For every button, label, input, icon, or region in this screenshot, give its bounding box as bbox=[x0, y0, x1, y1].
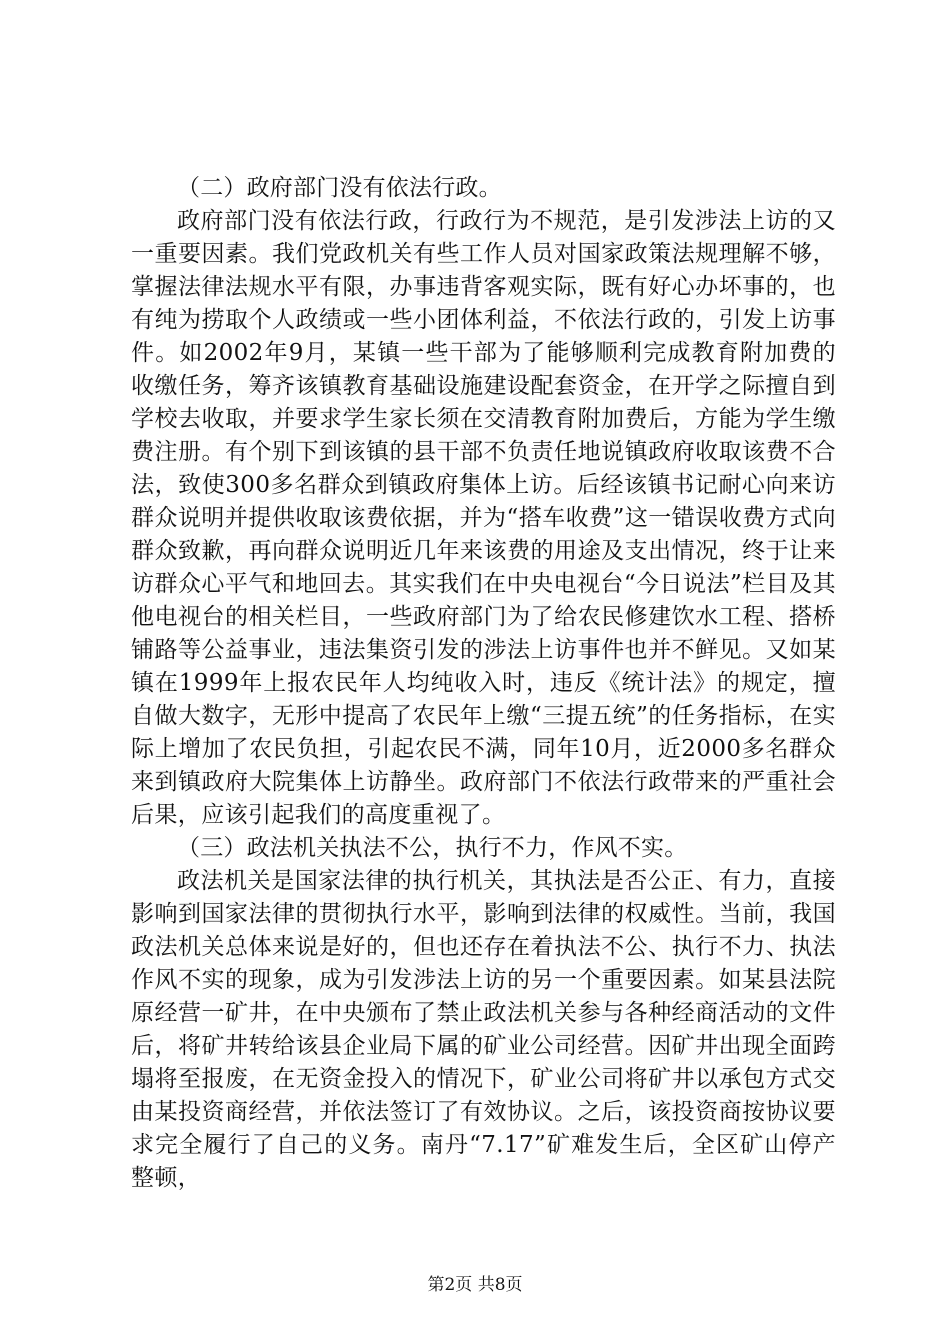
page-footer: 第2页 共8页 bbox=[427, 1275, 523, 1295]
section-heading-3: （三）政法机关执法不公，执行不力，作风不实。 bbox=[177, 835, 688, 861]
section-heading-2: （二）政府部门没有依法行政。 bbox=[177, 175, 502, 201]
body-text bbox=[131, 172, 836, 1195]
paragraph: 政法机关是国家法律的执行机关，其执法是否公正、有力，直接影响到国家法律的贯彻执行水平，影响到法律的权威性。当前，我国政法机关总体来说是好的，但也还存在着执法不公、执行不力、执法作风不实的现象，成为引发涉法上访的另一个重要因素。如某县法院原经营一矿井，在中央颁布了禁止政法机关参与各种经商活动的文件后，将矿井转给该县企业局下属的矿业公司经营。因矿井出现全面跨塌将至报废，在无资金投入的情况下，矿业公司将矿井以承包方式交由某投资商经营，并依法签订了有效协议。之后，该投资商按协议要求完全履行了自己的义务。南丹“7.17”矿难发生后，全区矿山停产整顿， bbox=[131, 868, 836, 1191]
paragraph: 政府部门没有依法行政，行政行为不规范，是引发涉法上访的又一重要因素。我们党政机关有些工作人员对国家政策法规理解不够，掌握法律法规水平有限，办事违背客观实际，既有好心办坏事的，也有纯为捞取个人政绩或一些小团体利益，不依法行政的，引发上访事件。如2002年9月，某镇一些干部为了能够顺利完成教育附加费的收缴任务，筹齐该镇教育基础设施建设配套资金，在开学之际擅自到学校去收取，并要求学生家长须在交清教育附加费后，方能为学生缴费注册。有个别下到该镇的县干部不负责任地说镇政府收取该费不合法，致使300多名群众到镇政府集体上访。后经该镇书记耐心向来访群众说明并提供收取该费依据，并为“搭车收费”这一错误收费方式向群众致歉，再向群众说明近几年来该费的用途及支出情况，终于让来访群众心平气和地回去。其实我们在中央电视台“今日说法”栏目及其他电视台的相关栏目，一些政府部门为了给农民修建饮水工程、搭桥铺路等公益事业，违法集资引发的涉法上访事件也并不鲜见。又如某镇在1999年上报农民年人均纯收入时，违反《统计法》的规定，擅自做大数字，无形中提高了农民年上缴“三提五统”的任务指标，在实际上增加了农民负担，引起农民不满，同年10月，近2000多名群众来到镇政府大院集体上访静坐。政府部门不依法行政带来的严重社会后果，应该引起我们的高度重视了。 bbox=[131, 208, 836, 828]
